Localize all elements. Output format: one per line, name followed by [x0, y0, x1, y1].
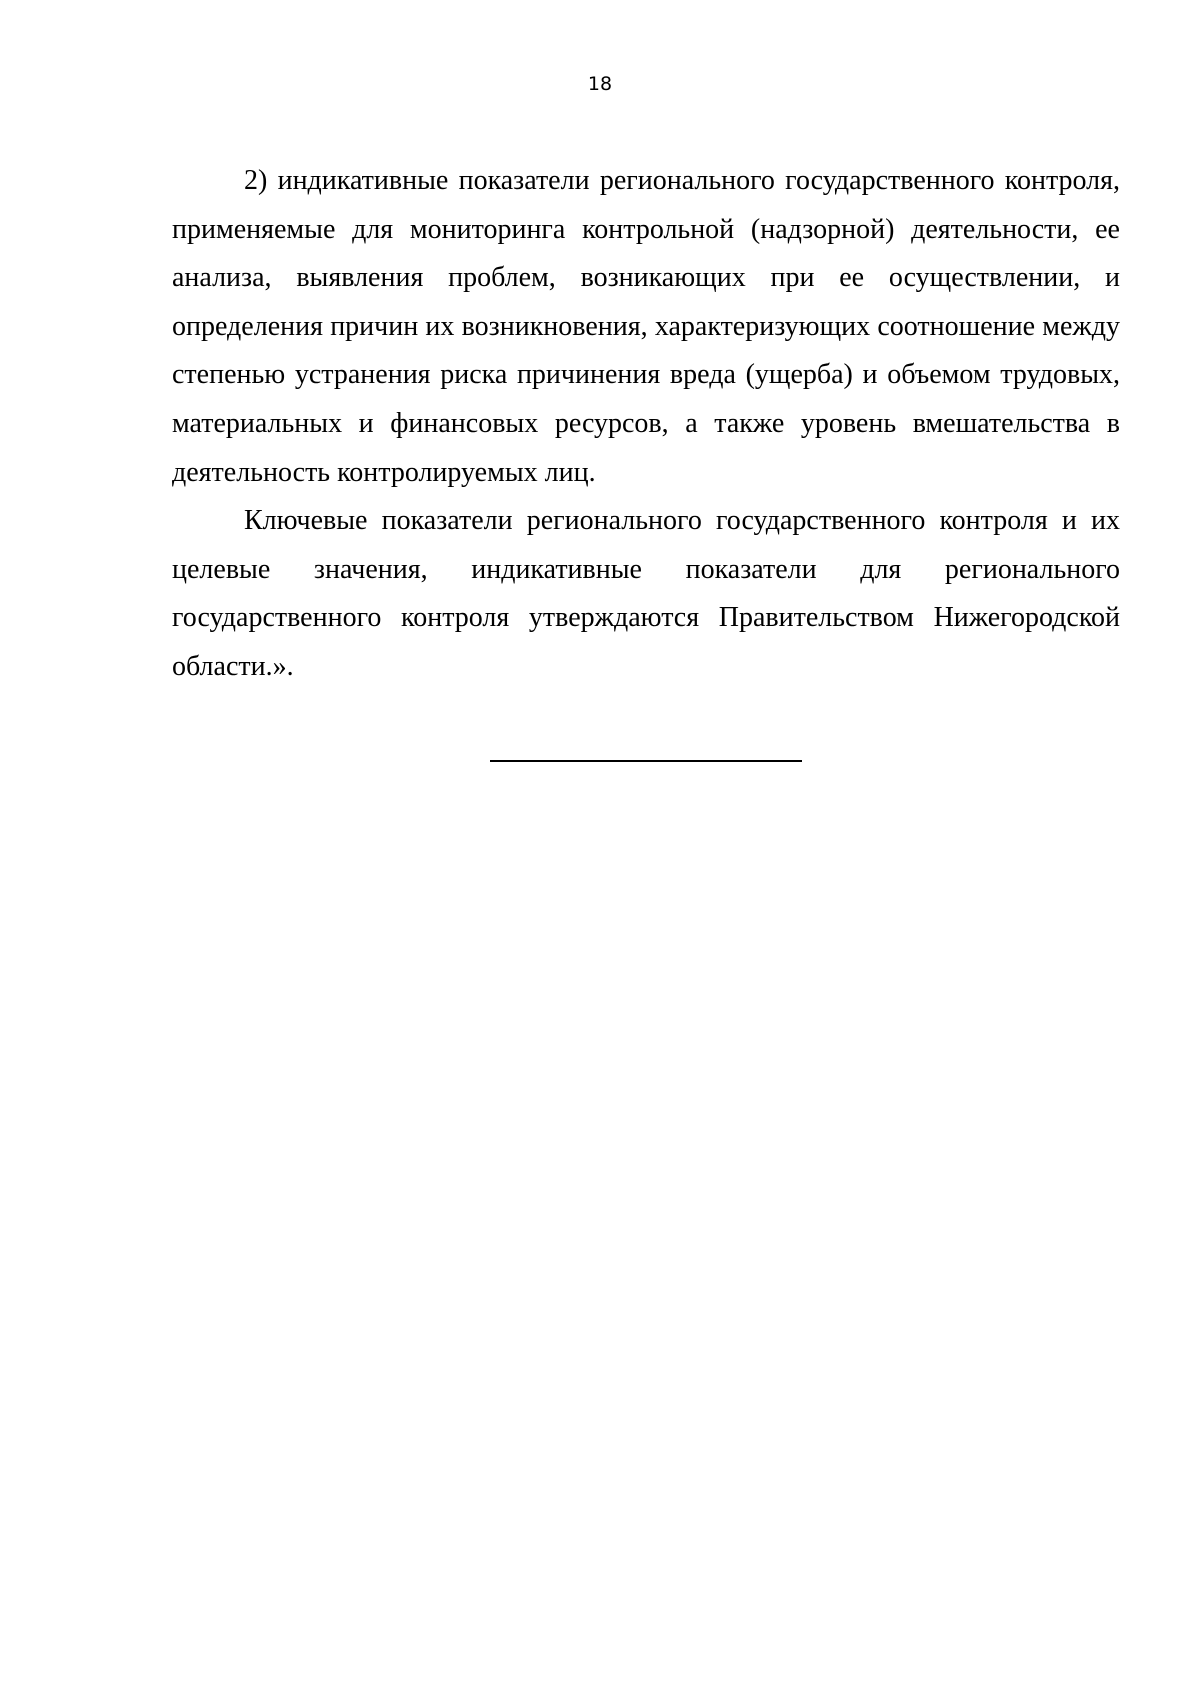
- paragraph-indicative-indicators: 2) индикативные показатели регионального государственного контроля, применяемые для мониторинга контрольной (надзорной) деятельности, ее анализа, выявления проблем, возникающих при ее осуществлении, и определения причин их возникновения, характеризующих соотношение между степенью устранения риска причинения вреда (ущерба) и объемом трудовых, материальных и финансовых ресурсов, а также уровень вмешательства в деятельность контролируемых лиц.: [172, 165, 1120, 488]
- paragraph-key-indicators: Ключевые показатели регионального государственного контроля и их целевые значения, индикативные показатели для регионального государственного контроля утверждаются Правительством Нижегородской области.».: [172, 505, 1120, 682]
- end-separator-line: [490, 760, 802, 762]
- document-body: [172, 157, 1120, 692]
- page-number: 18: [587, 73, 613, 95]
